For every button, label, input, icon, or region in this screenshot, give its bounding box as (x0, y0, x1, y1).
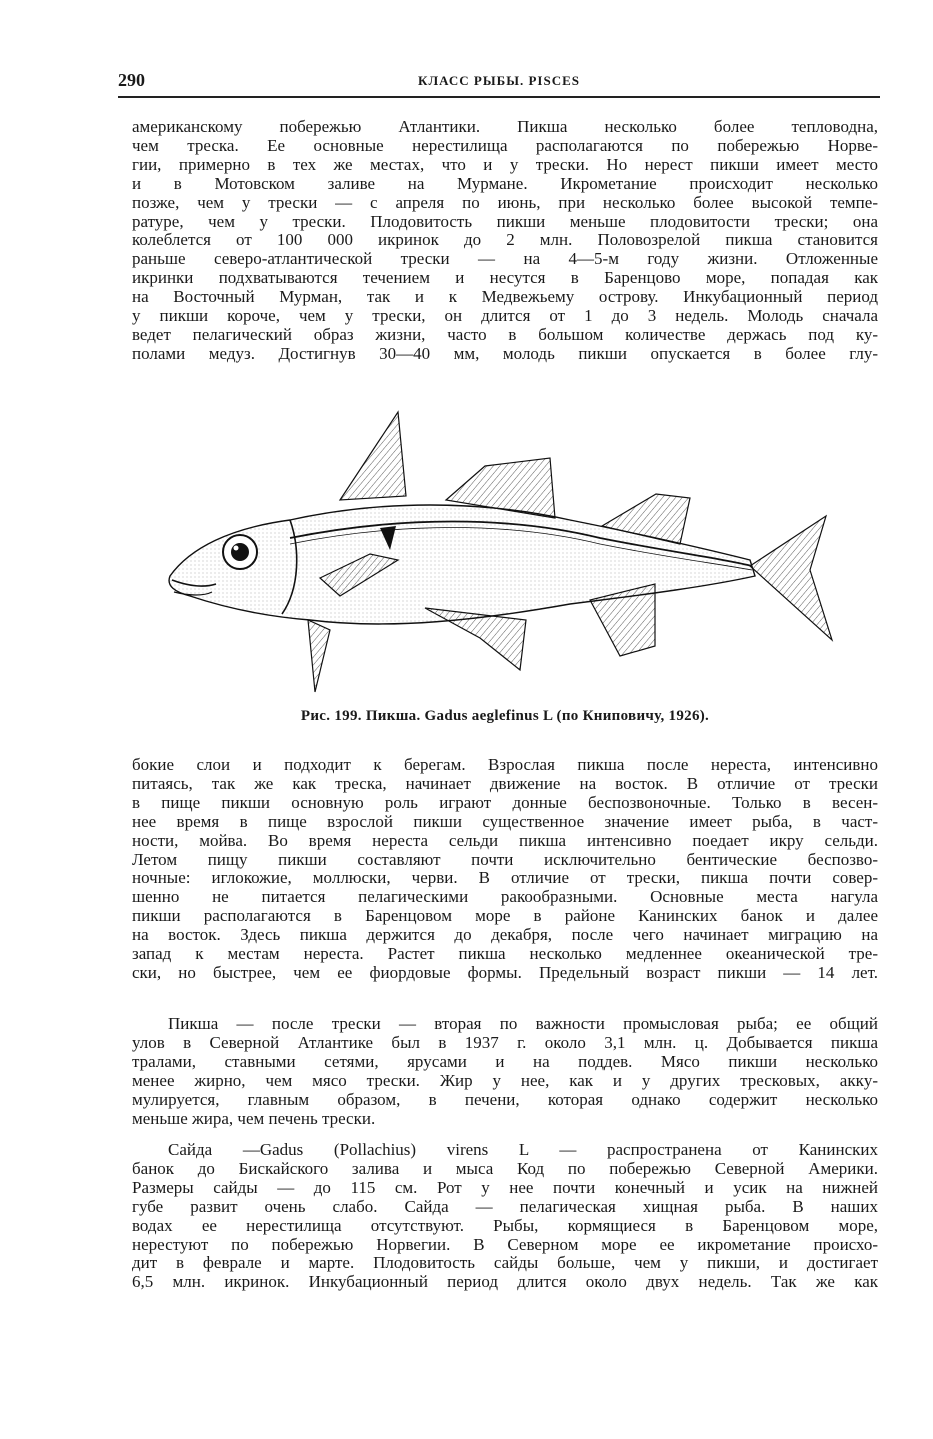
paragraph-saithe (132, 1141, 878, 1292)
paragraph-haddock-spawning (132, 118, 878, 364)
text-line: запад к местам нереста. Растет пикша несколько медленнее океанической тре- (132, 945, 878, 964)
text-line: позже, чем у трески — с апреля по июнь, при несколько более высокой темпе- (132, 193, 878, 212)
text-line: менее жирно, чем мясо трески. Жир у нее, как и у других тресковых, аккy- (132, 1071, 878, 1090)
paragraph-haddock-fishery (132, 1015, 878, 1128)
text-line: гии, примерно в тех же местах, что и у трески. Но нерест пикши имеет место (132, 155, 878, 174)
text-line: ночные: иглокожие, моллюски, черви. В отличие от трески, пикша почти совер- (132, 869, 878, 888)
haddock-illustration (150, 408, 840, 698)
text-line: тралами, ставными сетями, ярусами и на поддев. Мясо пикши несколько (132, 1052, 878, 1071)
text-line: раньше северо-атлантической трески — на 4—5-м году жизни. Отложенные (132, 250, 878, 269)
text-line: пикши располагаются в Баренцовом море в районе Канинских банок и далее (132, 907, 878, 926)
text-line: Пикша — после трески — вторая по важности промысловая рыба; ее общий (168, 1015, 878, 1033)
text-line: нее время в пище взрослой пикши существенное значение имеет рыба, в част- (132, 812, 878, 831)
text-line: колеблется от 100 000 икринок до 2 млн. Половозрелой пикша становится (132, 231, 878, 250)
text-line: банок до Бискайского залива и мыса Код по побережью Северной Америки. (132, 1159, 878, 1178)
text-line: Сайда —Gadus (Pollachius) virens L — распространена от Канинских (168, 1141, 878, 1159)
text-line: бокие слои и подходит к берегам. Взрослая пикша после нереста, интенсивно (132, 756, 878, 774)
text-line: чем треска. Ее основные нерестилища располагаются по побережью Норве- (132, 136, 878, 155)
text-line: мулируется, главным образом, в печени, которая однако содержит несколько (132, 1090, 878, 1109)
text-line: шенно не питается пелагическими ракообразными. Основные места нагула (132, 888, 878, 907)
text-line: икринки подхватываются течением и несутся в Баренцово море, попадая как (132, 269, 878, 288)
figure-caption: Рис. 199. Пикша. Gadus aeglefinus L (по Книповичу, 1926). (300, 708, 710, 724)
text-line: водах ее нерестилища отсутствуют. Рыбы, кормящиеся в Баренцовом море, (132, 1216, 878, 1235)
text-line: и в Мотовском заливе на Мурмане. Икрометание происходит несколько (132, 174, 878, 193)
text-line: ски, но быстрее, чем ее фиордовые формы. Предельный возраст пикши — 14 лет. (132, 963, 878, 982)
text-line: 6,5 млн. икринок. Инкубационный период длится около двух недель. Так же как (132, 1273, 878, 1292)
text-line: полами медуз. Достигнув 30—40 мм, молодь пикши опускается в более глу- (132, 344, 878, 363)
page-number: 290 (118, 70, 145, 90)
page-header (118, 68, 880, 94)
text-line: на восток. Здесь пикша держится до декабря, после чего начинает миграцию на (132, 926, 878, 945)
text-line: в пище пикши основную роль играют донные беспозвоночные. Только в весен- (132, 793, 878, 812)
text-line: дит в феврале и марте. Плодовитость сайды больше, чем у пикши, и достигает (132, 1254, 878, 1273)
text-line: у пикши короче, чем у трески, он длится от 1 до 3 недель. Молодь сначала (132, 307, 878, 326)
text-line: нерестуют по побережью Норвегии. В Северном море ее икрометание происхо- (132, 1235, 878, 1254)
text-line: ности, мойва. Во время нереста сельди пикша интенсивно поедает икру сельди. (132, 831, 878, 850)
text-line: губе развит очень слабо. Сайда — пелагическая хищная рыба. В наших (132, 1197, 878, 1216)
paragraph-haddock-feeding (132, 756, 878, 983)
text-line: улов в Северной Атлантике был в 1937 г. около 3,1 млн. ц. Добывается пикша (132, 1033, 878, 1052)
header-rule (118, 96, 880, 98)
text-line: меньше жира, чем печень трески. (132, 1109, 376, 1128)
text-line: ведет пелагический образ жизни, часто в большом количестве держась под ку- (132, 325, 878, 344)
running-title: КЛАСС РЫБЫ. PISCES (418, 73, 580, 88)
text-line: на Восточный Мурман, так и к Медвежьему острову. Инкубационный период (132, 288, 878, 307)
text-line: питаясь, так же как треска, начинает движение на восток. В отличие от трески (132, 774, 878, 793)
text-line: ратуре, чем у трески. Плодовитость пикши меньше плодовитости трески; она (132, 212, 878, 231)
text-line: Размеры сайды — до 115 см. Рот у нее почти конечный и усик на нижней (132, 1178, 878, 1197)
text-line: американскому побережью Атлантики. Пикша несколько более тепловодна, (132, 118, 878, 136)
text-line: Летом пищу пикши составляют почти исключительно бентические беспозво- (132, 850, 878, 869)
